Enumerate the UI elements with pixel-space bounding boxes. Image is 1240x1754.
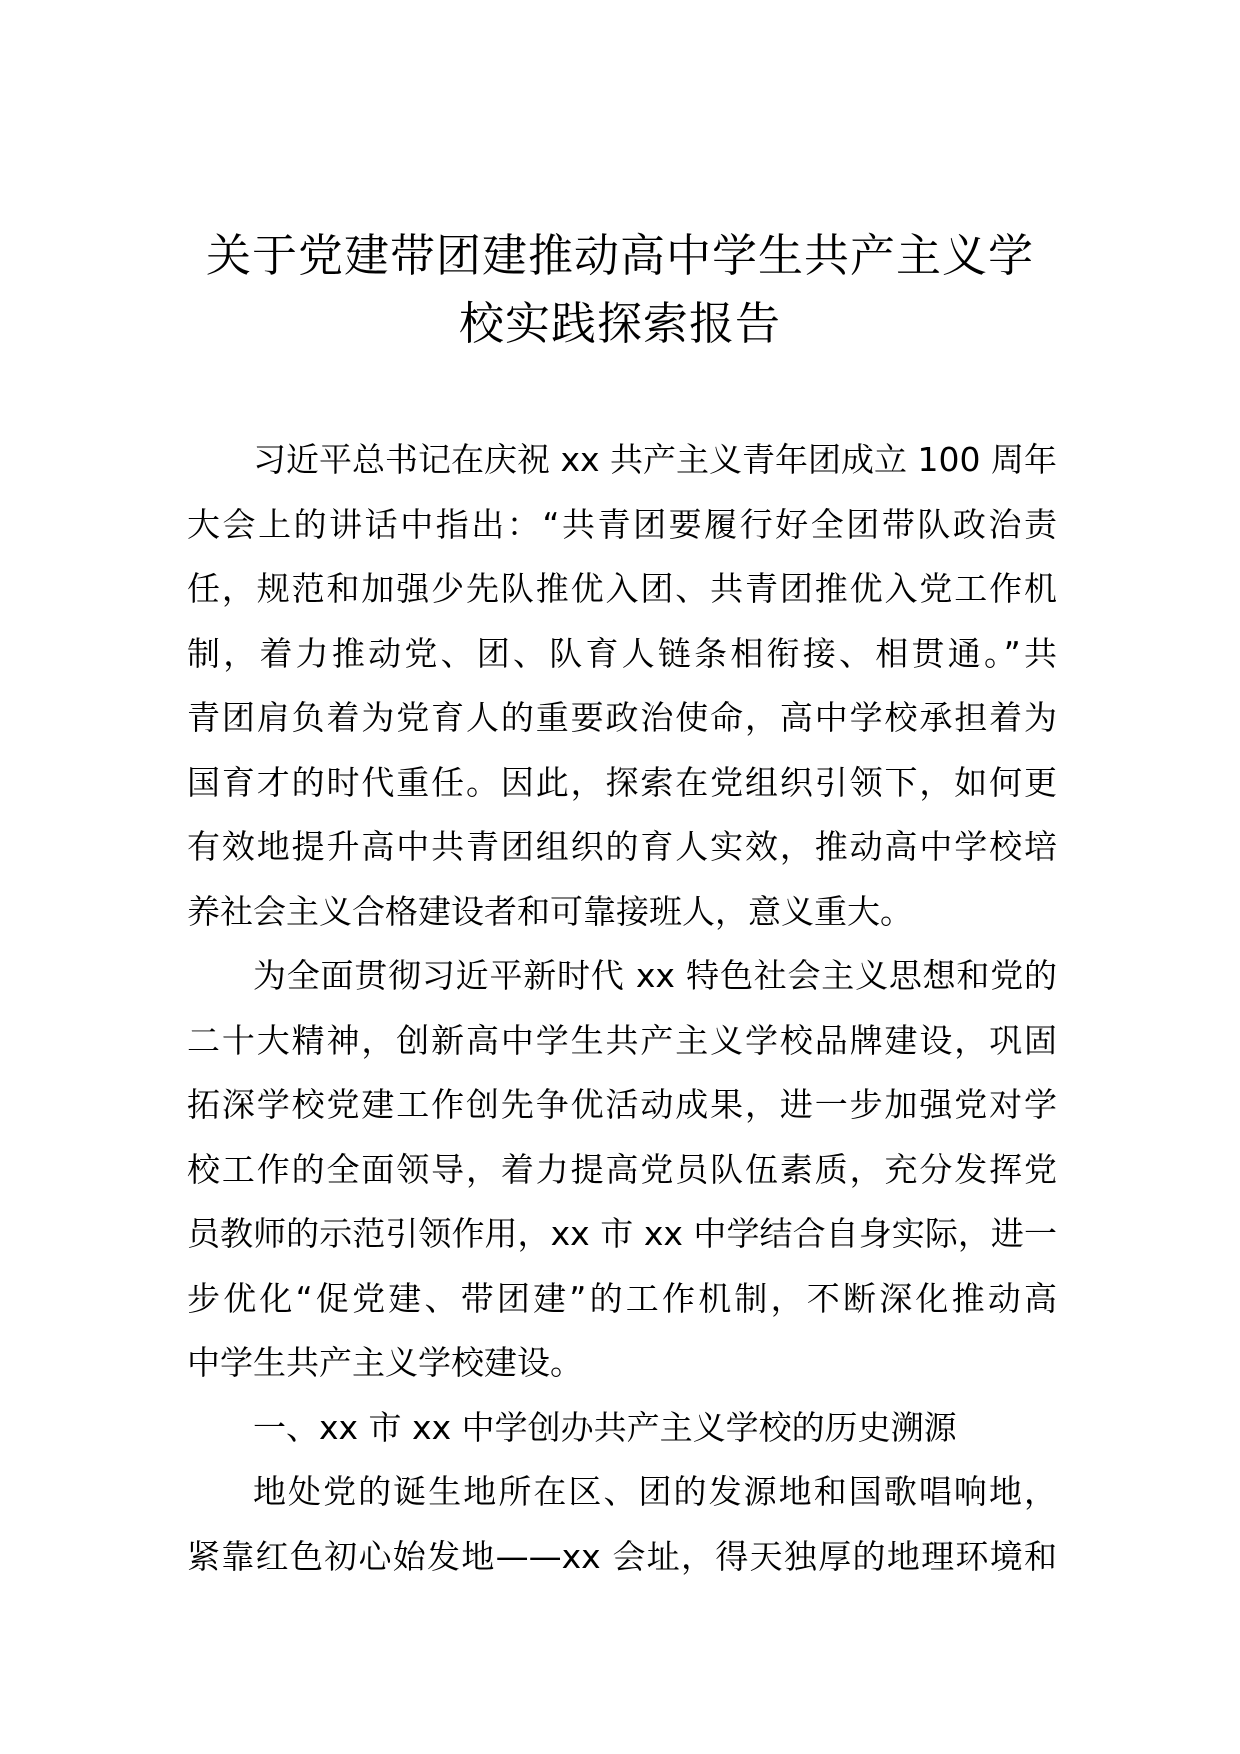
section-heading: 一、xx 市 xx 中学创办共产主义学校的历史溯源	[253, 1407, 957, 1447]
paragraph-line: 有效地提升高中共青团组织的育人实效，推动高中学校培	[187, 827, 1057, 866]
title-line: 关于党建带团建推动高中学生共产主义学	[205, 229, 1034, 282]
paragraph-line: 二十大精神，创新高中学生共产主义学校品牌建设，巩固	[187, 1020, 1057, 1060]
paragraph-line: 大会上的讲话中指出：“共青团要履行好全团带队政治责	[187, 504, 1057, 544]
paragraph-line: 国育才的时代重任。因此，探索在党组织引领下，如何更	[187, 762, 1057, 802]
paragraph-line: 校工作的全面领导，着力提高党员队伍素质，充分发挥党	[187, 1149, 1057, 1189]
paragraph-line: 员教师的示范引领作用，xx 市 xx 中学结合自身实际，进一	[187, 1214, 1057, 1253]
document-body	[187, 428, 1057, 1589]
paragraph-line: 青团肩负着为党育人的重要政治使命，高中学校承担着为	[187, 698, 1057, 737]
paragraph-line: 步优化“促党建、带团建”的工作机制，不断深化推动高	[187, 1278, 1057, 1318]
paragraph-line: 中学生共产主义学校建设。	[187, 1343, 583, 1382]
paragraph-line: 任，规范和加强少先队推优入团、共青团推优入党工作机	[187, 569, 1057, 608]
paragraph-line: 养社会主义合格建设者和可靠接班人，意义重大。	[187, 891, 913, 931]
paragraph-line: 为全面贯彻习近平新时代 xx 特色社会主义思想和党的	[253, 956, 1057, 995]
title-line: 校实践探索报告	[458, 297, 781, 350]
paragraph-line: 拓深学校党建工作创先争优活动成果，进一步加强党对学	[187, 1085, 1057, 1124]
paragraph-line: 习近平总书记在庆祝 xx 共产主义青年团成立 100 周年	[253, 440, 1058, 479]
paragraph-line: 制，着力推动党、团、队育人链条相衔接、相贯通。”共	[187, 633, 1057, 673]
paragraph-line: 地处党的诞生地所在区、团的发源地和国歌唱响地，	[253, 1472, 1057, 1511]
document-title	[160, 222, 1080, 358]
paragraph-line: 紧靠红色初心始发地——xx 会址，得天独厚的地理环境和	[187, 1536, 1057, 1576]
